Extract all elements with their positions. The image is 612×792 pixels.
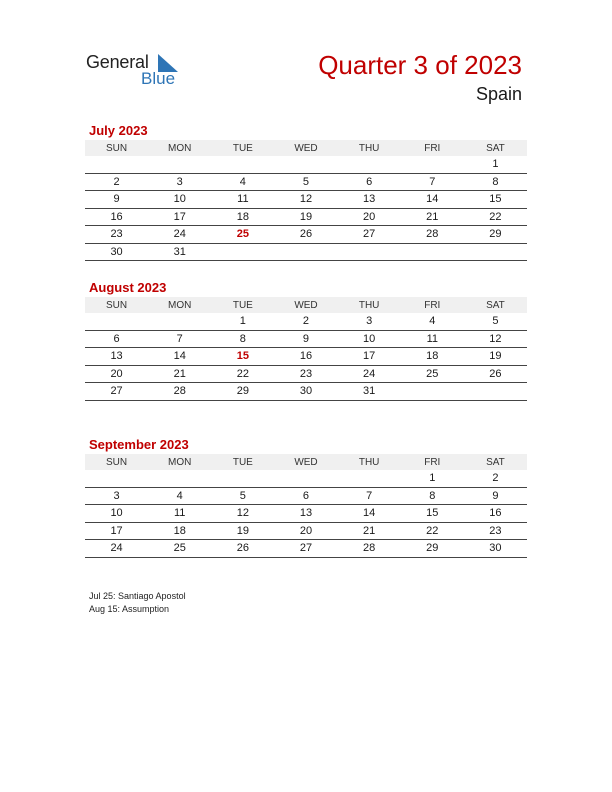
day-cell: 5 bbox=[464, 313, 527, 330]
weekday-header: FRI bbox=[401, 140, 464, 156]
day-cell: 3 bbox=[338, 313, 401, 330]
day-cell: 2 bbox=[274, 313, 337, 330]
day-cell: 15 bbox=[464, 191, 527, 209]
day-cell bbox=[338, 156, 401, 173]
day-cell bbox=[148, 470, 211, 487]
weekday-header: TUE bbox=[211, 297, 274, 313]
day-cell: 9 bbox=[85, 191, 148, 209]
month-name: August 2023 bbox=[89, 280, 167, 295]
week-row bbox=[85, 191, 527, 209]
week-row bbox=[85, 365, 527, 383]
week-row bbox=[85, 226, 527, 244]
day-cell bbox=[274, 156, 337, 173]
country-name: Spain bbox=[475, 84, 522, 104]
week-row bbox=[85, 540, 527, 558]
week-row bbox=[85, 208, 527, 226]
weekday-header: THU bbox=[338, 297, 401, 313]
day-cell: 6 bbox=[338, 173, 401, 191]
weekday-header: MON bbox=[148, 297, 211, 313]
day-cell: 7 bbox=[401, 173, 464, 191]
week-row bbox=[85, 487, 527, 505]
weekday-header: MON bbox=[148, 454, 211, 470]
day-cell: 10 bbox=[85, 505, 148, 523]
week-row bbox=[85, 348, 527, 366]
week-row bbox=[85, 522, 527, 540]
day-cell: 20 bbox=[274, 522, 337, 540]
day-cell bbox=[401, 156, 464, 173]
weekday-header: WED bbox=[274, 454, 337, 470]
day-cell: 2 bbox=[464, 470, 527, 487]
day-cell: 19 bbox=[211, 522, 274, 540]
weekday-header: FRI bbox=[401, 297, 464, 313]
day-cell: 25 bbox=[211, 226, 274, 244]
day-cell: 19 bbox=[464, 348, 527, 366]
day-cell: 2 bbox=[85, 173, 148, 191]
day-cell: 17 bbox=[338, 348, 401, 366]
day-cell: 15 bbox=[211, 348, 274, 366]
day-cell: 4 bbox=[211, 173, 274, 191]
week-row bbox=[85, 156, 527, 173]
weekday-header: SUN bbox=[85, 454, 148, 470]
day-cell: 25 bbox=[148, 540, 211, 558]
day-cell bbox=[338, 243, 401, 261]
day-cell: 11 bbox=[211, 191, 274, 209]
day-cell: 28 bbox=[148, 383, 211, 401]
day-cell bbox=[85, 470, 148, 487]
day-cell: 26 bbox=[464, 365, 527, 383]
day-cell: 14 bbox=[148, 348, 211, 366]
day-cell: 1 bbox=[464, 156, 527, 173]
day-cell: 8 bbox=[464, 173, 527, 191]
day-cell: 5 bbox=[274, 173, 337, 191]
day-cell: 20 bbox=[85, 365, 148, 383]
day-cell: 24 bbox=[148, 226, 211, 244]
day-cell bbox=[274, 243, 337, 261]
month-august bbox=[85, 279, 527, 401]
day-cell bbox=[401, 243, 464, 261]
day-cell: 26 bbox=[274, 226, 337, 244]
day-cell: 30 bbox=[85, 243, 148, 261]
day-cell: 4 bbox=[401, 313, 464, 330]
day-cell: 9 bbox=[274, 330, 337, 348]
day-cell bbox=[464, 383, 527, 401]
day-cell: 6 bbox=[274, 487, 337, 505]
calendar-grid bbox=[85, 297, 527, 401]
weekday-header: TUE bbox=[211, 454, 274, 470]
weekday-header: SAT bbox=[464, 297, 527, 313]
day-cell: 16 bbox=[464, 505, 527, 523]
day-cell: 22 bbox=[464, 208, 527, 226]
day-cell: 21 bbox=[401, 208, 464, 226]
day-cell: 8 bbox=[401, 487, 464, 505]
day-cell: 16 bbox=[274, 348, 337, 366]
weekday-header: SAT bbox=[464, 140, 527, 156]
weekday-header: TUE bbox=[211, 140, 274, 156]
day-cell: 13 bbox=[274, 505, 337, 523]
week-row bbox=[85, 173, 527, 191]
day-cell: 28 bbox=[401, 226, 464, 244]
day-cell: 29 bbox=[401, 540, 464, 558]
day-cell: 20 bbox=[338, 208, 401, 226]
holiday-note: Jul 25: Santiago Apostol bbox=[89, 591, 186, 601]
weekday-header: SUN bbox=[85, 140, 148, 156]
weekday-header: WED bbox=[274, 297, 337, 313]
day-cell: 15 bbox=[401, 505, 464, 523]
weekday-header-row bbox=[85, 454, 527, 470]
day-cell bbox=[338, 470, 401, 487]
day-cell bbox=[211, 243, 274, 261]
calendar-grid bbox=[85, 454, 527, 558]
weekday-header: THU bbox=[338, 454, 401, 470]
day-cell: 3 bbox=[148, 173, 211, 191]
day-cell: 25 bbox=[401, 365, 464, 383]
week-row bbox=[85, 243, 527, 261]
day-cell bbox=[464, 243, 527, 261]
day-cell: 31 bbox=[338, 383, 401, 401]
day-cell: 4 bbox=[148, 487, 211, 505]
day-cell: 16 bbox=[85, 208, 148, 226]
day-cell bbox=[85, 156, 148, 173]
day-cell: 12 bbox=[274, 191, 337, 209]
day-cell: 29 bbox=[211, 383, 274, 401]
day-cell: 7 bbox=[148, 330, 211, 348]
day-cell: 27 bbox=[85, 383, 148, 401]
day-cell: 31 bbox=[148, 243, 211, 261]
day-cell: 27 bbox=[338, 226, 401, 244]
day-cell: 8 bbox=[211, 330, 274, 348]
day-cell: 9 bbox=[464, 487, 527, 505]
day-cell: 3 bbox=[85, 487, 148, 505]
day-cell: 17 bbox=[148, 208, 211, 226]
week-row bbox=[85, 313, 527, 330]
logo-blue-text: Blue bbox=[141, 69, 176, 88]
day-cell: 21 bbox=[338, 522, 401, 540]
day-cell bbox=[211, 470, 274, 487]
week-row bbox=[85, 470, 527, 487]
day-cell: 23 bbox=[85, 226, 148, 244]
day-cell: 5 bbox=[211, 487, 274, 505]
logo bbox=[86, 52, 196, 92]
holiday-note: Aug 15: Assumption bbox=[89, 604, 170, 614]
weekday-header: WED bbox=[274, 140, 337, 156]
day-cell: 22 bbox=[401, 522, 464, 540]
day-cell: 12 bbox=[211, 505, 274, 523]
month-name: September 2023 bbox=[89, 437, 189, 452]
calendar-grid bbox=[85, 140, 527, 261]
day-cell: 12 bbox=[464, 330, 527, 348]
weekday-header: THU bbox=[338, 140, 401, 156]
day-cell: 10 bbox=[148, 191, 211, 209]
day-cell: 11 bbox=[148, 505, 211, 523]
day-cell: 1 bbox=[211, 313, 274, 330]
day-cell: 30 bbox=[274, 383, 337, 401]
day-cell: 6 bbox=[85, 330, 148, 348]
day-cell bbox=[85, 313, 148, 330]
day-cell bbox=[211, 156, 274, 173]
week-row bbox=[85, 330, 527, 348]
day-cell: 22 bbox=[211, 365, 274, 383]
weekday-header-row bbox=[85, 140, 527, 156]
day-cell: 13 bbox=[85, 348, 148, 366]
day-cell: 30 bbox=[464, 540, 527, 558]
day-cell: 10 bbox=[338, 330, 401, 348]
month-july bbox=[85, 122, 527, 261]
day-cell bbox=[401, 383, 464, 401]
weekday-header-row bbox=[85, 297, 527, 313]
day-cell: 27 bbox=[274, 540, 337, 558]
day-cell: 26 bbox=[211, 540, 274, 558]
day-cell: 7 bbox=[338, 487, 401, 505]
day-cell: 24 bbox=[85, 540, 148, 558]
day-cell: 29 bbox=[464, 226, 527, 244]
weekday-header: MON bbox=[148, 140, 211, 156]
day-cell: 23 bbox=[274, 365, 337, 383]
week-row bbox=[85, 505, 527, 523]
day-cell: 28 bbox=[338, 540, 401, 558]
month-name: July 2023 bbox=[89, 123, 148, 138]
weekday-header: SAT bbox=[464, 454, 527, 470]
day-cell: 13 bbox=[338, 191, 401, 209]
day-cell: 18 bbox=[401, 348, 464, 366]
day-cell: 23 bbox=[464, 522, 527, 540]
day-cell: 14 bbox=[338, 505, 401, 523]
day-cell bbox=[148, 313, 211, 330]
day-cell: 18 bbox=[211, 208, 274, 226]
month-september bbox=[85, 436, 527, 558]
week-row bbox=[85, 383, 527, 401]
page-title: Quarter 3 of 2023 bbox=[318, 50, 522, 80]
day-cell bbox=[148, 156, 211, 173]
day-cell: 1 bbox=[401, 470, 464, 487]
logo-general-text: General bbox=[86, 52, 149, 72]
day-cell: 19 bbox=[274, 208, 337, 226]
weekday-header: SUN bbox=[85, 297, 148, 313]
day-cell: 17 bbox=[85, 522, 148, 540]
day-cell: 11 bbox=[401, 330, 464, 348]
day-cell: 14 bbox=[401, 191, 464, 209]
weekday-header: FRI bbox=[401, 454, 464, 470]
day-cell bbox=[274, 470, 337, 487]
day-cell: 18 bbox=[148, 522, 211, 540]
day-cell: 21 bbox=[148, 365, 211, 383]
holiday-notes bbox=[89, 590, 186, 616]
day-cell: 24 bbox=[338, 365, 401, 383]
